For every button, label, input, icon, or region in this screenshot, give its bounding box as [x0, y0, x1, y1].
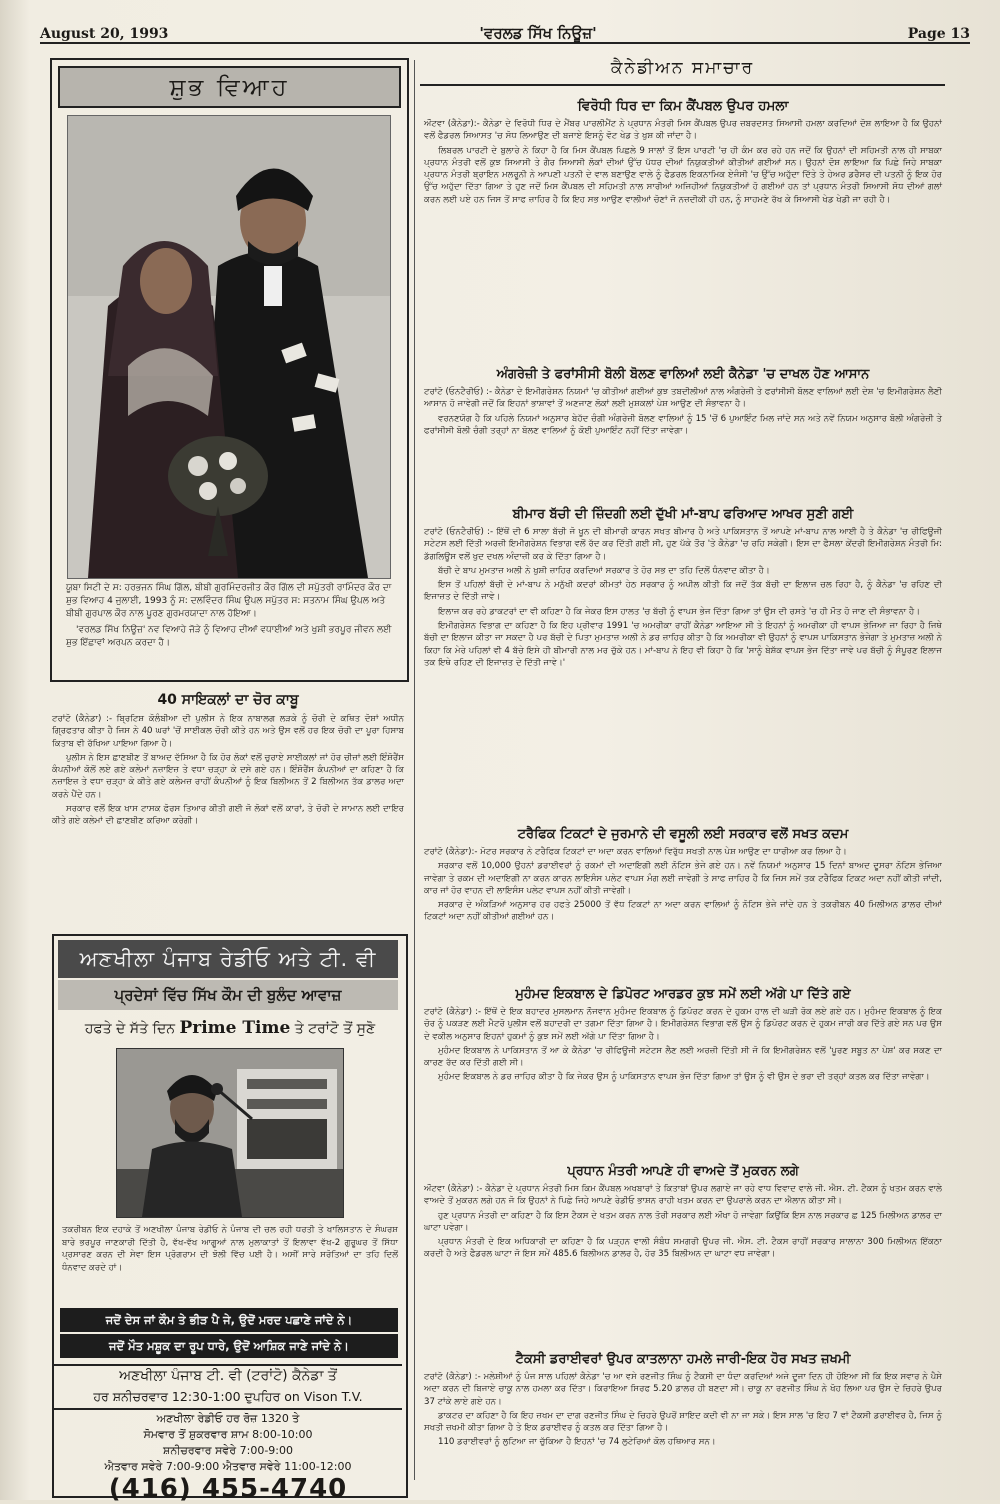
wedding-title: ਸ਼ੁਭ ਵਿਆਹ	[58, 66, 401, 108]
article-headline: ਪ੍ਰਧਾਨ ਮੰਤਰੀ ਆਪਣੇ ਹੀ ਵਾਅਦੇ ਤੋਂ ਮੁਕਰਨ ਲਗੇ	[567, 1164, 799, 1179]
article-paragraph: ਪ੍ਰਧਾਨ ਮੰਤਰੀ ਦੇ ਇਕ ਅਧਿਕਾਰੀ ਦਾ ਕਹਿਣਾ ਹੈ ਕਿ ਪੜ੍ਹਨ ਵਾਲੀ ਸੰਬੰਧ ਸਮਗਰੀ ਉਪਰ ਜੀ. ਐਸ. ਟੀ. ਟੈਕਸ ਰਾਹੀਂ ਸਰਕਾਰ ਸਾਲਾਨਾ 300 ਮਿਲੀਅਨ ਇੱਕਠਾ ਕਰਦੀ ਹੈ ਅਤੇ ਫੈਡਰਲ ਘਾਟਾ ਜੋ ਇਸ ਸਮੇਂ 485.6 ਬਿਲੀਅਨ ਡਾਲਰ ਹੈ, ਹੋਰ 35 ਬਿਲੀਅਨ ਦਾ ਘਾਟਾ ਵਧ ਜਾਵੇਗਾ।	[424, 1237, 942, 1260]
article	[424, 1164, 942, 1263]
prime-time-suffix: ਤੇ ਟਰਾਂਟੋ ਤੋਂ ਸੁਣੋ	[294, 1021, 376, 1037]
article	[424, 367, 942, 439]
article-paragraph: ਬੱਚੀ ਦੇ ਬਾਪ ਮੁਮਤਾਜ਼ ਅਲੀ ਨੇ ਖੁਸ਼ੀ ਜ਼ਾਹਿਰ ਕਰਦਿਆਂ ਸਰਕਾਰ ਤੇ ਹੋਰ ਸਭ ਦਾ ਤਹਿ ਦਿਲੋਂ ਧੰਨਵਾਦ ਕੀਤਾ ਹੈ।	[438, 565, 770, 576]
article-paragraph: ਇਸ ਤੋਂ ਪਹਿਲਾਂ ਬੱਚੀ ਦੇ ਮਾਂ-ਬਾਪ ਨੇ ਮਨੁੱਖੀ ਕਦਰਾਂ ਕੀਮਤਾਂ ਹੇਠ ਸਰਕਾਰ ਨੂੰ ਅਪੀਲ ਕੀਤੀ ਕਿ ਜਦੋਂ ਤੱਕ ਬੱਚੀ ਦਾ ਇਲਾਜ ਚਲ ਰਿਹਾ ਹੈ, ਨੂੰ ਕੈਨੇਡਾ 'ਚ ਰਹਿਣ ਦੀ ਇਜਾਜ਼ਤ ਦੇ ਦਿੱਤੀ ਜਾਵੇ।	[424, 580, 942, 603]
wedding-couple-illustration	[68, 116, 390, 578]
article-headline: ਬੀਮਾਰ ਬੱਚੀ ਦੀ ਜ਼ਿੰਦਗੀ ਲਈ ਦੁੱਖੀ ਮਾਂ-ਬਾਪ ਫਰਿਆਦ ਆਖਰ ਸੁਣੀ ਗਈ	[512, 507, 854, 522]
article-headline: ਮੁਹੰਮਦ ਇਕਬਾਲ ਦੇ ਡਿਪੋਰਟ ਆਰਡਰ ਕੁਝ ਸਮੇਂ ਲਈ ਅੱਗੇ ਪਾ ਦਿੱਤੇ ਗਏ	[515, 987, 851, 1002]
article	[424, 987, 942, 1086]
radio-advertisement	[52, 934, 408, 1504]
section-title: ਕੈਨੇਡੀਅਨ ਸਮਾਚਾਰ	[420, 58, 945, 84]
article-paragraph: ਮੁਹੰਮਦ ਇਕਬਾਲ ਨੇ ਡਰ ਜ਼ਾਹਿਰ ਕੀਤਾ ਹੈ ਕਿ ਜੇਕਰ ਉਸ ਨੂੰ ਪਾਕਿਸਤਾਨ ਵਾਪਸ ਭੇਜ ਦਿੱਤਾ ਗਿਆ ਤਾਂ ਉਸ ਨੂੰ ਵੀ ਉਸ ਦੇ ਭਰਾ ਦੀ ਤਰ੍ਹਾਂ ਕਤਲ ਕਰ ਦਿੱਤਾ ਜਾਵੇਗਾ।	[438, 1072, 930, 1083]
article-bicycle-thief	[52, 692, 404, 830]
article-body	[424, 526, 942, 669]
radio-description-text: ਤਕਰੀਬਨ ਇਕ ਦਹਾਕੇ ਤੋਂ ਅਣਖੀਲਾ ਪੰਜਾਬ ਰੇਡੀਓ ਨੇ ਪੰਜਾਬ ਦੀ ਚਲ ਰਹੀ ਧਰਤੀ ਤੇ ਖਾਲਿਸਤਾਨ ਦੇ ਸੰਘਰਸ਼ ਬਾਰੇ ਭਰਪੂਰ ਜਾਣਕਾਰੀ ਦਿੱਤੀ ਹੈ, ਵੱਖ-ਵੱਖ ਆਗੂਆਂ ਨਾਲ ਮੁਲਾਕਾਤਾਂ ਤੋਂ ਇਲਾਵਾ ਵੱਖ-2 ਗੁਰੂਘਰ ਤੋਂ ਸਿੱਧਾ ਪ੍ਰਸਾਰਣ ਕਰਨ ਦੀ ਸੇਵਾ ਇਸ ਪ੍ਰੋਗਰਾਮ ਦੀ ਝੋਲੀ ਵਿੱਚ ਪਈ ਹੈ। ਅਸੀਂ ਸਾਰੇ ਸਰੋਤਿਆਂ ਦਾ ਤਹਿ ਦਿਲੋਂ ਧੰਨਵਾਦ ਕਰਦੇ ਹਾਂ।	[62, 1225, 398, 1273]
issue-date: August 20, 1993	[40, 26, 169, 42]
column-divider	[414, 60, 415, 1480]
radio-host-illustration	[117, 1049, 343, 1217]
prime-time-label: Prime Time	[179, 1018, 291, 1038]
article	[424, 507, 942, 671]
radio-daily: ਅਣਖੀਲਾ ਰੇਡੀਓ ਹਰ ਰੋਜ਼ 1320 ਤੇ	[156, 1412, 300, 1425]
right-column	[420, 52, 945, 1492]
article-paragraph: ਟਰਾਂਟੋ (ਓਨਟੈਰੀਓ) :- ਕੈਨੇਡਾ ਦੇ ਇਮੀਗਰੇਸ਼ਨ ਨਿਯਮਾਂ 'ਚ ਕੀਤੀਆਂ ਗਈਆਂ ਕੁਝ ਤਬਦੀਲੀਆਂ ਨਾਲ ਅੰਗਰੇਜ਼ੀ ਤੇ ਫਰਾਂਸੀਸੀ ਬੋਲਣ ਵਾਲਿਆਂ ਲਈ ਦੇਸ਼ 'ਚ ਇਮੀਗਰੇਸ਼ਨ ਲੈਣੀ ਆਸਾਨ ਹੋ ਜਾਵੇਗੀ ਜਦੋਂ ਕਿ ਇਹਨਾਂ ਭਾਸ਼ਾਵਾਂ ਤੋਂ ਅਣਜਾਣ ਲੋਕਾਂ ਲਈ ਮੁਸ਼ਕਲਾਂ ਪੇਸ਼ ਆਉਣ ਦੀ ਸੰਭਾਵਨਾ ਹੈ।	[424, 387, 942, 410]
article-paragraph: ਟਰਾਂਟੋ (ਕੈਨੇਡਾ) :- ਬ੍ਰਿਟਿਸ਼ ਕੋਲੰਬੀਆ ਦੀ ਪੁਲੀਸ ਨੇ ਇਕ ਨਾਬਾਲਗ ਲੜਕੇ ਨੂੰ ਚੋਰੀ ਦੇ ਕਥਿਤ ਦੋਸ਼ਾਂ ਅਧੀਨ ਗ੍ਰਿਫਤਾਰ ਕੀਤਾ ਹੈ ਜਿਸ ਨੇ 40 ਘਰਾਂ 'ਚੋਂ ਸਾਈਕਲ ਚੋਰੀ ਕੀਤੇ ਹਨ ਅਤੇ ਉਸ ਵਲੋਂ ਹਰ ਇਕ ਚੋਰੀ ਦਾ ਪੂਰਾ ਹਿਸਾਬ ਕਿਤਾਬ ਵੀ ਰੱਖਿਆ ਪਾਇਆ ਗਿਆ ਹੈ।	[52, 714, 404, 749]
article-paragraph: ਇਲਾਜ ਕਰ ਰਹੇ ਡਾਕਟਰਾਂ ਦਾ ਵੀ ਕਹਿਣਾ ਹੈ ਕਿ ਜੇਕਰ ਇਸ ਹਾਲਤ 'ਚ ਬੱਚੀ ਨੂੰ ਵਾਪਸ ਭੇਜ ਦਿੱਤਾ ਗਿਆ ਤਾਂ ਉਸ ਦੀ ਰਸਤੇ 'ਚ ਹੀ ਮੌਤ ਹੋ ਜਾਣ ਦੀ ਸੰਭਾਵਨਾ ਹੈ।	[438, 606, 921, 617]
article	[424, 98, 942, 208]
article-paragraph: ਸਰਕਾਰ ਵਲੋਂ ਇਕ ਖਾਸ ਟਾਸਕ ਫੋਰਸ ਤਿਆਰ ਕੀਤੀ ਗਈ ਜੋ ਲੋਕਾਂ ਵਲੋਂ ਕਾਰਾਂ, ਤੇ ਚੋਰੀ ਦੇ ਸਾਮਾਨ ਲਈ ਦਾਇਰ ਕੀਤੇ ਗਏ ਕਲੇਮਾਂ ਦੀ ਛਾਣਬੀਣ ਕਰਿਆ ਕਰੇਗੀ।	[52, 804, 404, 827]
radio-schedule-weekdays: ਸੋਮਵਾਰ ਤੋਂ ਸ਼ੁਕਰਵਾਰ ਸ਼ਾਮ 8:00-10:00	[143, 1428, 313, 1441]
article-headline: ਵਿਰੋਧੀ ਧਿਰ ਦਾ ਕਿਮ ਕੈਂਪਬਲ ਉਪਰ ਹਮਲਾ	[577, 98, 789, 114]
radio-schedule-sunday: ਐਤਵਾਰ ਸਵੇਰੇ 7:00-9:00 ਐਤਵਾਰ ਸਵੇਰੇ 11:00-12:00	[104, 1460, 352, 1473]
divider	[54, 1364, 402, 1366]
article	[424, 827, 942, 926]
article-paragraph: ਟਰਾਂਟੋ (ਕੈਨੇਡਾ):- ਮੋਟਰ ਸਰਕਾਰ ਨੇ ਟਰੈਫਿਕ ਟਿਕਟਾਂ ਦਾ ਅਦਾ ਕਰਨ ਵਾਲਿਆਂ ਵਿਰੁੱਧ ਸਖਤੀ ਨਾਲ ਪੇਸ਼ ਆਉਣ ਦਾ ਧਾਰੀਆ ਕਰ ਲਿਆ ਹੈ।	[424, 847, 847, 857]
radio-studio-photo	[116, 1048, 344, 1218]
article-body	[52, 713, 404, 828]
article-paragraph: ਲਿਬਰਲ ਪਾਰਟੀ ਦੇ ਬੁਲਾਰੇ ਨੇ ਕਿਹਾ ਹੈ ਕਿ ਮਿਸ ਕੈਂਪਬਲ ਪਿਛਲੇ 9 ਸਾਲਾਂ ਤੋਂ ਇਸ ਪਾਰਟੀ 'ਚ ਹੀ ਕੰਮ ਕਰ ਰਹੇ ਹਨ ਜਦੋਂ ਕਿ ਉਹਨਾਂ ਦੀ ਸਹਿਮਤੀ ਨਾਲ ਹੀ ਸਾਬਕਾ ਪ੍ਰਧਾਨ ਮੰਤਰੀ ਵਲੋਂ ਕੁਝ ਸਿਆਸੀ ਤੇ ਗੈਰ ਸਿਆਸੀ ਲੋਕਾਂ ਦੀਆਂ ਉੱਚ ਪੱਧਰ ਦੀਆਂ ਨਿਯੁਕਤੀਆਂ ਕੀਤੀਆਂ ਗਈਆਂ ਸਨ। ਉਹਨਾਂ ਦੋਸ਼ ਲਾਇਆ ਕਿ ਪਿਛੇ ਜਿਹੇ ਸਾਬਕਾ ਪ੍ਰਧਾਨ ਮੰਤਰੀ ਬ੍ਰਾਇਨ ਮਲਰੂਨੀ ਨੇ ਆਪਣੀ ਪਤਨੀ ਦੇ ਵਾਲ ਬਣਾਉਣ ਵਾਲੇ ਨੂੰ ਫੈਡਰਲ ਇਕਨਾਮਿਕ ਏਜੰਸੀ 'ਚ ਉੱਚ ਅਹੁੱਦਾ ਦਿੱਤੇ ਤੇ ਹੇਅਰ ਡਰੈਸਰ ਦੀ ਪਤਨੀ ਨੂੰ ਇਕ ਹੋਰ ਉੱਚ ਅਹੁੱਦਾ ਦਿੱਤਾ ਗਿਆ ਤੇ ਹੁਣ ਜਦੋਂ ਮਿਸ ਕੈਂਪਬਲ ਦੀ ਸਹਿਮਤੀ ਨਾਲ ਸਾਰੀਆਂ ਅਜਿਹੀਆਂ ਨਿਯੁਕਤੀਆਂ ਹੋ ਗਈਆਂ ਹਨ ਤਾਂ ਪ੍ਰਧਾਨ ਮੰਤਰੀ ਸਿਆਸੀ ਸੋਧ ਦੀਆਂ ਗਲਾਂ ਕਰਨ ਲਈ ਪਏ ਹਨ ਜਿਸ ਤੋਂ ਸਾਫ ਜ਼ਾਹਿਰ ਹੈ ਕਿ ਇਹ ਸਭ ਆਉਣ ਵਾਲੀਆਂ ਚੋਣਾਂ ਜੋ ਨਜ਼ਦੀਕੀ ਹੀ ਹਨ, ਨੂੰ ਸਾਹਮਣੇ ਰੱਖ ਕੇ ਸਿਆਸੀ ਖੇਡ ਖੇਡੀ ਜਾ ਰਹੀ ਹੈ।	[424, 145, 943, 205]
article-paragraph: 110 ਡਰਾਈਵਰਾਂ ਨੂੰ ਲੁਟਿਆ ਜਾ ਚੁੱਕਿਆ ਹੈ ਇਹਨਾਂ 'ਚ 74 ਲੁਟੇਰਿਆਂ ਕੋਲ ਹਥਿਆਰ ਸਨ।	[438, 1437, 716, 1448]
page-number: Page 13	[907, 26, 970, 42]
article-paragraph: ਔਟਵਾ (ਕੈਨੇਡਾ) :- ਕੈਨੇਡਾ ਦੇ ਪ੍ਰਧਾਨ ਮੰਤਰੀ ਮਿਸ ਕਿਮ ਕੈਂਪਬਲ ਅਖਬਾਰਾਂ ਤੇ ਕਿਤਾਬਾਂ ਉਪਰ ਲਗਾਏ ਜਾ ਰਹੇ ਵਾਧ ਵਿਵਾਦ ਵਾਲੇ ਜੀ. ਐਸ. ਟੀ. ਟੈਕਸ ਨੂੰ ਖਤਮ ਕਰਨ ਵਾਲੇ ਵਾਅਦੇ ਤੋਂ ਮੁਕਰਨ ਲਗੇ ਹਨ ਜੋ ਕਿ ਉਹਨਾਂ ਨੇ ਪਿਛੇ ਜਿਹੇ ਆਪਣੇ ਰੇਡੀਓ ਭਾਸ਼ਨ ਰਾਹੀ ਖਤਮ ਕਰਨ ਦਾ ਉਪਰਾਲੇ ਕਰਨ ਦਾ ਐਲਾਨ ਕੀਤਾ ਸੀ।	[424, 1184, 942, 1207]
radio-slogan-2: ਜਦੋਂ ਮੌਤ ਮਸ਼ੂਕ ਦਾ ਰੂਪ ਧਾਰੇ, ਉਦੋਂ ਆਸ਼ਿਕ ਜਾਣੇ ਜਾਂਦੇ ਨੇ।	[60, 1334, 398, 1358]
radio-phone-number: (416) 455-4740	[108, 1474, 348, 1504]
divider	[54, 1408, 402, 1410]
masthead	[40, 18, 970, 44]
radio-ad-description	[62, 1224, 398, 1274]
article-paragraph: ਟਰਾਂਟੋ (ਕੈਨੇਡਾ) :- ਇੱਥੋਂ ਦੇ ਇਕ ਬਹਾਦਰ ਮੁਸਲਮਾਨ ਨੌਜਵਾਨ ਮੁਹੰਮਦ ਇਕਬਾਲ ਨੂੰ ਡਿਪੋਰਟ ਕਰਨ ਦੇ ਹੁਕਮ ਹਾਲ ਦੀ ਘੜੀ ਰੋਕ ਲਏ ਗਏ ਹਨ। ਮੁਹੰਮਦ ਇਕਬਾਲ ਨੂੰ ਇਕ ਚੋਰ ਨੂੰ ਪਕੜਣ ਲਈ ਮੈਟਰੋ ਪੁਲੀਸ ਵਲੋਂ ਬਹਾਦਰੀ ਦਾ ਤਗਮਾ ਦਿੱਤਾ ਗਿਆ ਹੈ। ਇਮੀਗਰੇਸ਼ਨ ਵਿਭਾਗ ਵਲੋਂ ਉਸ ਨੂੰ ਡਿਪੋਰਟ ਕਰਨ ਦੇ ਹੁਕਮ ਜਾਰੀ ਕਰ ਦਿੱਤੇ ਗਏ ਸਨ ਪਰ ਉਸ ਦੇ ਵਕੀਲ ਅਨੁਸਾਰ ਇਹਨਾਂ ਹੁਕਮਾਂ ਨੂੰ ਕੁਝ ਸਮੇਂ ਲਈ ਅੱਗੇ ਪਾ ਦਿੱਤਾ ਗਿਆ ਹੈ।	[424, 1007, 942, 1042]
prime-time-line	[60, 1018, 400, 1038]
newspaper-name: 'ਵਰਲਡ ਸਿੱਖ ਨਿਊਜ਼'	[479, 24, 597, 42]
article-body	[424, 386, 942, 437]
radio-ad-title: ਅਣਖੀਲਾ ਪੰਜਾਬ ਰੇਡੀਓ ਅਤੇ ਟੀ. ਵੀ	[58, 940, 398, 978]
article-paragraph: ਸਰਕਾਰ ਦੇ ਅੰਕੜਿਆਂ ਅਨੁਸਾਰ ਹਰ ਹਫਤੇ 25000 ਤੋਂ ਵੱਧ ਟਿਕਟਾਂ ਨਾ ਅਦਾ ਕਰਨ ਵਾਲਿਆਂ ਨੂੰ ਨੋਟਿਸ ਭੇਜੇ ਜਾਂਦੇ ਹਨ ਤੇ ਤਕਰੀਬਨ 40 ਮਿਲੀਅਨ ਡਾਲਰ ਦੀਆਂ ਟਿਕਟਾਂ ਅਦਾ ਨਹੀਂ ਕੀਤੀਆਂ ਗਈਆਂ ਹਨ।	[424, 900, 942, 923]
wedding-caption-text: ਯੂਬਾ ਸਿਟੀ ਦੇ ਸ: ਹਰਭਜਨ ਸਿੰਘ ਗਿੱਲ, ਬੀਬੀ ਗੁਰਮਿੰਦਰਜੀਤ ਕੌਰ ਗਿੱਲ ਦੀ ਸਪੁੱਤਰੀ ਰਾਮਿੰਦਰ ਕੌਰ ਦਾ ਸ਼ੁਭ ਵਿਆਹ 4 ਜੁਲਾਈ, 1993 ਨੂੰ ਸ: ਦਲਵਿੰਦਰ ਸਿੰਘ ਉਪਲ ਸਪੁੱਤਰ ਸ: ਸਤਨਾਮ ਸਿੰਘ ਉਪਲ ਅਤੇ ਬੀਬੀ ਗੁਰਪਾਲ ਕੌਰ ਨਾਲ ਪੂਰਣ ਗੁਰਮਰਯਾਦਾ ਨਾਲ ਹੋਇਆ।	[66, 583, 392, 619]
article-paragraph: ਸਰਕਾਰ ਵਲੋਂ 10,000 ਉਹਨਾਂ ਡਰਾਈਵਰਾਂ ਨੂੰ ਰਕਮਾਂ ਦੀ ਅਦਾਇਗੀ ਲਈ ਨੋਟਿਸ ਭੇਜੇ ਗਏ ਹਨ। ਨਵੇਂ ਨਿਯਮਾਂ ਅਨੁਸਾਰ 15 ਦਿਨਾਂ ਬਾਅਦ ਦੂਸਰਾ ਨੋਟਿਸ ਭੇਜਿਆ ਜਾਵੇਗਾ ਤੇ ਰਕਮ ਦੀ ਅਦਾਇਗੀ ਨਾ ਕਰਨ ਕਾਰਨ ਲਾਇਸੰਸ ਪਲੇਟ ਵਾਪਸ ਮੰਗ ਲਈ ਜਾਵੇਗੀ ਤੇ ਸਾਫ ਜ਼ਾਹਿਰ ਹੈ ਕਿ ਜਿਸ ਸਮੇਂ ਤਕ ਟਰੈਫਿਕ ਟਿਕਟ ਅਦਾ ਨਹੀਂ ਕੀਤੀ ਜਾਂਦੀ, ਕਾਰ ਜਾਂ ਹੋਰ ਵਾਹਨ ਦੀ ਲਾਇਸੰਸ ਪਲੇਟ ਵਾਪਸ ਨਹੀਂ ਕੀਤੀ ਜਾਵੇਗੀ।	[424, 861, 942, 896]
article-paragraph: ਟਰਾਂਟੋ (ਓਨਟੈਰੀਓ) :- ਇੱਥੋਂ ਦੀ 6 ਸਾਲਾ ਬੱਚੀ ਜੋ ਖੂਨ ਦੀ ਬੀਮਾਰੀ ਕਾਰਨ ਸਖਤ ਬੀਮਾਰ ਹੈ ਅਤੇ ਪਾਕਿਸਤਾਨ ਤੋਂ ਆਪਣੇ ਮਾਂ-ਬਾਪ ਨਾਲ ਆਈ ਹੈ ਤੇ ਕੈਨੇਡਾ 'ਚ ਰੀਫਿਊਜੀ ਸਟੇਟਸ ਲਈ ਦਿੱਤੀ ਅਰਜ਼ੀ ਇਮੀਗਰੇਸ਼ਨ ਵਿਭਾਗ ਵਲੋਂ ਰੱਦ ਕਰ ਦਿੱਤੀ ਗਈ ਸੀ, ਹੁਣ ਪੱਕੇ ਤੌਰ 'ਤੇ ਕੈਨੇਡਾ 'ਚ ਰਹਿ ਸਕੇਗੀ। ਇਸ ਦਾ ਫੈਸਲਾ ਕੇਂਦਰੀ ਇਮੀਗਰੇਸ਼ਨ ਮੰਤਰੀ ਮਿ: ਡੱਗਲਿਊਸ ਵਲੋਂ ਖੁਦ ਦਖਲ ਅੰਦਾਜ਼ੀ ਕਰ ਕੇ ਦਿੱਤਾ ਗਿਆ ਹੈ।	[424, 527, 942, 562]
article-paragraph: ਡਾਕਟਰ ਦਾ ਕਹਿਣਾ ਹੈ ਕਿ ਇਹ ਜ਼ਖਮ ਦਾ ਦਾਗ ਰਣਜੀਤ ਸਿੰਘ ਦੇ ਚਿਹਰੇ ਉਪਰੋਂ ਸ਼ਾਇਦ ਕਦੀ ਵੀ ਨਾ ਜਾ ਸਕੇ। ਇਸ ਸਾਲ 'ਚ ਇਹ 7 ਵਾਂ ਟੈਕਸੀ ਡਰਾਈਵਰ ਹੈ, ਜਿਸ ਨੂੰ ਸਖਤੀ ਜ਼ਖਮੀ ਕੀਤਾ ਗਿਆ ਹੈ ਤੇ ਇਕ ਡਰਾਈਵਰ ਨੂੰ ਕਤਲ ਕਰ ਦਿੱਤਾ ਗਿਆ ਹੈ।	[424, 1410, 942, 1434]
tv-title: ਅਣਖੀਲਾ ਪੰਜਾਬ ਟੀ. ਵੀ (ਟਰਾਂਟੋ) ਕੈਨੇਡਾ ਤੋਂ	[119, 1368, 337, 1384]
article-body	[424, 1006, 942, 1084]
article-body	[424, 1183, 942, 1261]
article-paragraph: ਹੁਣ ਪ੍ਰਧਾਨ ਮੰਤਰੀ ਦਾ ਕਹਿਣਾ ਹੈ ਕਿ ਇਸ ਟੈਕਸ ਦੇ ਖਤਮ ਕਰਨ ਨਾਲ ਤੋਰੀ ਸਰਕਾਰ ਲਈ ਔਖਾ ਹੋ ਜਾਵੇਗਾ ਕਿਉਂਕਿ ਇਸ ਨਾਲ ਸਰਕਾਰ ਛ 125 ਮਿਲੀਅਨ ਡਾਲਰ ਦਾ ਘਾਟਾ ਪਵੇਗਾ।	[424, 1210, 942, 1233]
left-column	[40, 52, 410, 1504]
article-paragraph: ਮੁਹੰਮਦ ਇਕਬਾਲ ਨੇ ਪਾਕਿਸਤਾਨ ਤੋਂ ਆ ਕੇ ਕੈਨੇਡਾ 'ਚ ਰੀਫਿਊਜੀ ਸਟੇਟਸ ਲੈਣ ਲਈ ਅਰਜ਼ੀ ਦਿੱਤੀ ਸੀ ਜੋ ਕਿ ਇਮੀਗਰੇਸ਼ਨ ਵਲੋਂ 'ਪੂਰਣ ਸਬੂਤ ਨਾ ਪੇਸ਼' ਕਰ ਸਕਣ ਦਾ ਕਾਰਣ ਰੱਦ ਕਰ ਦਿੱਤੀ ਗਈ ਸੀ।	[424, 1045, 942, 1069]
radio-ad-subtitle: ਪ੍ਰਦੇਸਾਂ ਵਿੱਚ ਸਿੱਖ ਕੌਮ ਦੀ ਬੁਲੰਦ ਆਵਾਜ਼	[58, 980, 398, 1010]
article-headline: ਟਰੈਫਿਕ ਟਿਕਟਾਂ ਦੇ ਜੁਰਮਾਨੇ ਦੀ ਵਸੂਲੀ ਲਈ ਸਰਕਾਰ ਵਲੋਂ ਸਖਤ ਕਦਮ	[517, 827, 849, 842]
article	[424, 1352, 942, 1451]
radio-schedule-saturday: ਸ਼ਨੀਚਰਵਾਰ ਸਵੇਰੇ 7:00-9:00	[163, 1444, 293, 1457]
article-headline: ਟੈਕਸੀ ਡਰਾਈਵਰਾਂ ਉਪਰ ਕਾਤਲਾਨਾ ਹਮਲੇ ਜਾਰੀ-ਇਕ ਹੋਰ ਸਖਤ ਜ਼ਖਮੀ	[515, 1352, 851, 1367]
tv-schedule: ਹਰ ਸ਼ਨੀਚਰਵਾਰ 12:30-1:00 ਦੁਪਹਿਰ on Vison T.V.	[93, 1389, 363, 1404]
wedding-greeting-text: 'ਵਰਲਡ ਸਿੱਖ ਨਿਊਜ਼' ਨਵ ਵਿਆਹੇ ਜੋੜੇ ਨੂੰ ਵਿਆਹ ਦੀਆਂ ਵਧਾਈਆਂ ਅਤੇ ਖੁਸ਼ੀ ਭਰਪੂਰ ਜੀਵਨ ਲਈ ਸ਼ੁਭ ਇੱਛਾਵਾਂ ਅਰਪਨ ਕਰਦਾ ਹੈ।	[66, 625, 392, 648]
article-headline: 40 ਸਾਇਕਲਾਂ ਦਾ ਚੋਰ ਕਾਬੂ	[157, 692, 299, 708]
wedding-caption	[66, 582, 392, 653]
article-body	[424, 1371, 942, 1449]
article-paragraph: ਇਮੀਗਰੇਸ਼ਨ ਵਿਭਾਗ ਦਾ ਕਹਿਣਾ ਹੈ ਕਿ ਇਹ ਪ੍ਰੀਵਾਰ 1991 'ਚ ਅਮਰੀਕਾ ਰਾਹੀਂ ਕੈਨੇਡਾ ਆਇਆ ਸੀ ਤੇ ਇਹਨਾਂ ਨੂੰ ਅਮਰੀਕਾ ਹੀ ਵਾਪਸ ਭੇਜਿਆ ਜਾ ਰਿਹਾ ਹੈ ਜਿਥੇ ਬੱਚੀ ਦਾ ਇਲਾਜ ਕੀਤਾ ਜਾ ਸਕਦਾ ਹੈ ਪਰ ਬੱਚੀ ਦੇ ਪਿਤਾ ਮੁਮਤਾਜ਼ ਅਲੀ ਨੇ ਡਰ ਜ਼ਾਹਿਰ ਕੀਤਾ ਹੈ ਕਿ ਅਮਰੀਕਾ ਵੀ ਉਹਨਾਂ ਨੂੰ ਵਾਪਸ ਪਾਕਿਸਤਾਨ ਭੇਜੇਗਾ ਤੇ ਮੁਮਤਾਜ਼ ਅਲੀ ਨੇ ਕਿਹਾ ਕਿ ਮੇਰੇ ਪਹਿਲਾਂ ਵੀ 4 ਬੱਚੇ ਇਸੇ ਹੀ ਬੀਮਾਰੀ ਨਾਲ ਮਰ ਚੁੱਕੇ ਹਨ। ਮਾਂ-ਬਾਪ ਨੇ ਇਹ ਵੀ ਕਿਹਾ ਹੈ ਕਿ 'ਸਾਨੂੰ ਬੇਸ਼ੱਕ ਵਾਪਸ ਭੇਜ ਦਿੱਤਾ ਜਾਵੇ ਪਰ ਬੱਚੀ ਨੂੰ ਸੰਪੂਰਣ ਇਲਾਜ ਤਕ ਇਥੇ ਰਹਿਣ ਦੀ ਇਜਾਜ਼ਤ ਦੇ ਦਿੱਤੀ ਜਾਵੇ।'	[424, 621, 942, 668]
article-paragraph: ਟਰਾਂਟੋ (ਕੈਨੇਡਾ) :- ਮਲੇਸ਼ੀਆਂ ਨੂੰ ਪੰਜ ਸਾਲ ਪਹਿਲਾਂ ਕੈਨੇਡਾ 'ਚ ਆ ਵਸੇ ਰਣਜੀਤ ਸਿੰਘ ਨੂੰ ਟੈਕਸੀ ਦਾ ਧੰਦਾ ਕਰਦਿਆਂ ਅਜੇ ਦੂਜਾ ਦਿਨ ਹੀ ਹੋਇਆ ਸੀ ਕਿ ਇਕ ਸਵਾਰ ਨੇ ਪੈਸੇ ਅਦਾ ਕਰਨ ਦੀ ਬਿਜਾਏ ਚਾਕੂ ਨਾਲ ਹਮਲਾ ਕਰ ਦਿੱਤਾ। ਕਿਰਾਇਆ ਸਿਰਫ 5.20 ਡਾਲਰ ਹੀ ਬਣਦਾ ਸੀ। ਚਾਕੂ ਨਾ ਰਣਜੀਤ ਸਿੰਘ ਨੇ ਖੋਹ ਲਿਆ ਪਰ ਉਸ ਦੇ ਚਿਹਰੇ ਉਪਰ 37 ਟਾਂਕੇ ਲਾਏ ਗਏ ਹਨ।	[424, 1372, 942, 1407]
article-body	[424, 846, 942, 924]
prime-time-prefix: ਹਫਤੇ ਦੇ ਸੱਤੇ ਦਿਨ	[84, 1021, 176, 1037]
article-paragraph: ਵਰਨਣਯੋਗ ਹੈ ਕਿ ਪਹਿਲੇ ਨਿਯਮਾਂ ਅਨੁਸਾਰ ਬੇਹੱਦ ਚੰਗੀ ਅੰਗਰੇਜ਼ੀ ਬੋਲਣ ਵਾਲਿਆਂ ਨੂੰ 15 'ਚੋਂ 6 ਪੁਆਇੰਟ ਮਿਲ ਜਾਂਦੇ ਸਨ ਅਤੇ ਨਵੇਂ ਨਿਯਮ ਅਨੁਸਾਰ ਬੋਲੀ ਅੰਗਰੇਜ਼ੀ ਤੇ ਫਰਾਂਸੀਸੀ ਬੋਲੀ ਚੰਗੀ ਤਰ੍ਹਾਂ ਨਾ ਬੋਲਣ ਵਾਲਿਆਂ ਨੂੰ ਕੋਈ ਪੁਆਇੰਟ ਨਹੀਂ ਦਿੱਤਾ ਜਾਵੇਗਾ।	[424, 413, 942, 436]
article-paragraph: ਔਟਵਾ (ਕੈਨੇਡਾ):- ਕੈਨੇਡਾ ਦੇ ਵਿਰੋਧੀ ਧਿਰ ਦੇ ਮੈਂਬਰ ਪਾਰਲੀਮੈਂਟ ਨੇ ਪ੍ਰਧਾਨ ਮੰਤਰੀ ਮਿਸ ਕੈਂਪਬਲ ਉਪਰ ਜ਼ਬਰਦਸਤ ਸਿਆਸੀ ਹਮਲਾ ਕਰਦਿਆਂ ਦੋਸ਼ ਲਾਇਆ ਹੈ ਕਿ ਉਹਨਾਂ ਵਲੋਂ ਫੈਡਰਲ ਸਿਆਸਤ 'ਚ ਸੋਧ ਲਿਆਉਣ ਦੀ ਬਜਾਏ ਇਸਨੂੰ ਵੋਟ ਖੇਡ ਤੇ ਖੁਸ਼ ਕੀ ਜਾਂਦਾ ਹੈ।	[424, 119, 942, 142]
article-headline: ਅੰਗਰੇਜ਼ੀ ਤੇ ਫਰਾਂਸੀਸੀ ਬੋਲੀ ਬੋਲਣ ਵਾਲਿਆਂ ਲਈ ਕੈਨੇਡਾ 'ਚ ਦਾਖਲ ਹੋਣ ਆਸਾਨ	[496, 367, 870, 382]
article-body	[424, 118, 942, 206]
article-paragraph: ਪੁਲੀਸ ਨੇ ਇਸ ਛਾਣਬੀਣ ਤੋਂ ਬਾਅਦ ਦੱਸਿਆ ਹੈ ਕਿ ਹੋਰ ਲੋਕਾਂ ਵਲੋਂ ਚੁਰਾਏ ਸਾਈਕਲਾਂ ਜਾਂ ਹੋਰ ਚੀਜ਼ਾਂ ਲਈ ਇੰਸ਼ੋਰੈਂਸ ਕੰਪਨੀਆਂ ਕੋਲੋਂ ਲਏ ਗਏ ਕਲੇਮਾਂ ਨਜ਼ਾਇਜ਼ ਤੇ ਵਧਾ ਚੜ੍ਹਾ ਕੇ ਦਸੇ ਗਏ ਹਨ। ਇੰਸ਼ੋਰੈਂਸ ਕੰਪਨੀਆਂ ਦਾ ਕਹਿਣਾ ਹੈ ਕਿ ਨਜ਼ਾਇਜ਼ ਤੇ ਵਧਾ ਚੜ੍ਹਾ ਕੇ ਕੀਤੇ ਗਏ ਕਲੇਮਜ਼ ਰਾਹੀਂ ਕੰਪਨੀਆਂ ਨੂੰ ਇਕ ਬਿਲੀਅਨ ਤੋਂ 2 ਬਿਲੀਅਨ ਤੱਕ ਡਾਲਰ ਅਦਾ ਕਰਨੇ ਪੈਂਦੇ ਹਨ।	[52, 752, 404, 800]
radio-slogan-1: ਜਦੋਂ ਦੇਸ ਜਾਂ ਕੌਮ ਤੇ ਭੀੜ ਪੈ ਜੇ, ਉਦੋਂ ਮਰਦ ਪਛਾਣੇ ਜਾਂਦੇ ਨੇ।	[60, 1308, 398, 1332]
wedding-photo	[67, 115, 391, 579]
wedding-announcement	[50, 58, 409, 682]
